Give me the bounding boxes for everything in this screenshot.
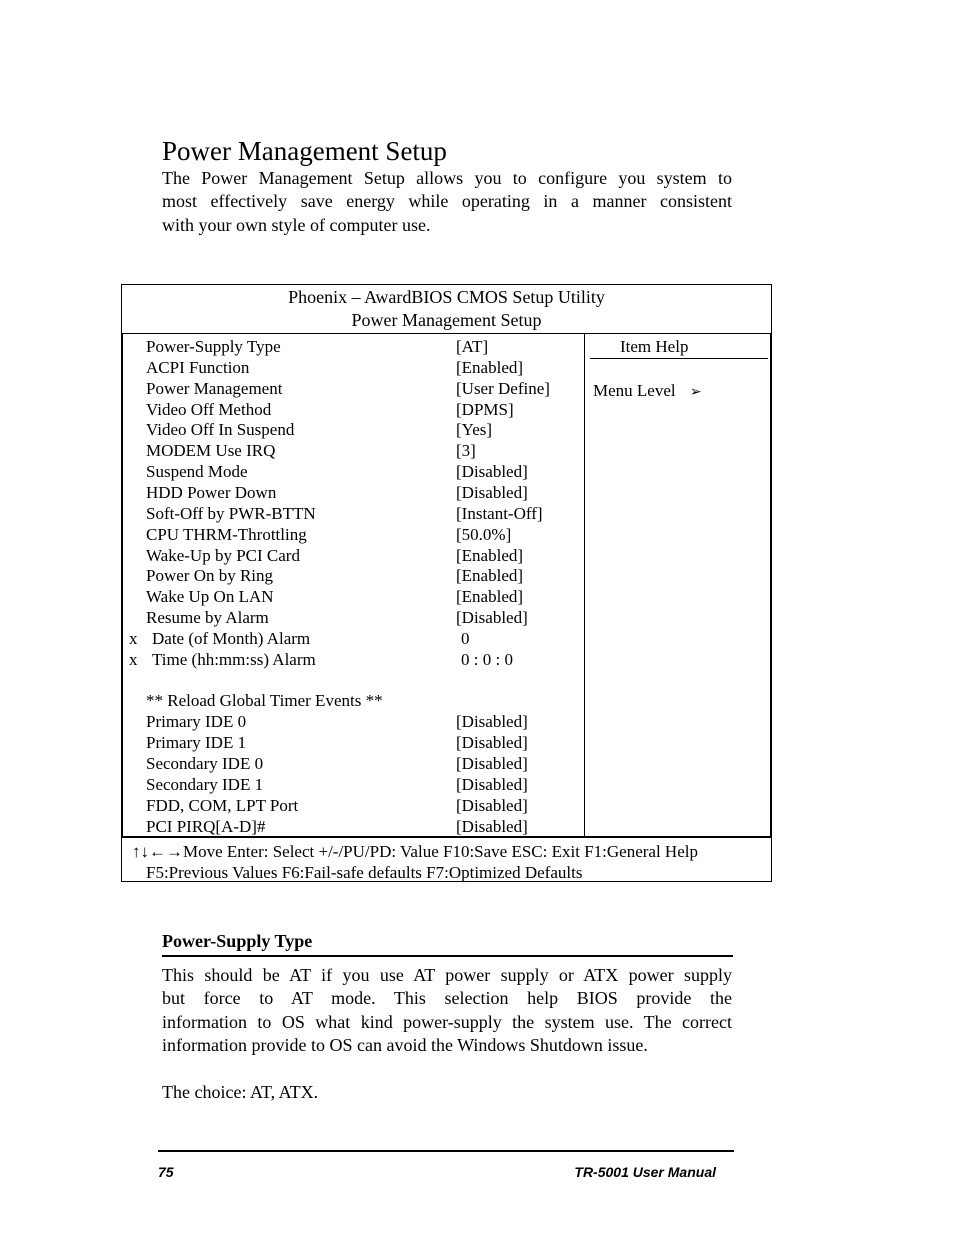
bios-item-value[interactable]: [Disabled] bbox=[456, 482, 528, 502]
bios-item-label[interactable]: Power Management bbox=[146, 378, 283, 398]
intro-line: most effectively save energy while operating in a manner consistent bbox=[162, 191, 732, 212]
bios-item-value[interactable]: [Disabled] bbox=[456, 608, 528, 628]
footer-rule bbox=[158, 1150, 734, 1152]
bios-item-label[interactable]: Time (hh:mm:ss) Alarm bbox=[152, 649, 316, 669]
key-help-line-1: ↑↓←→Move Enter: Select +/-/PU/PD: Value F10:Save ESC: Exit F1:General Help bbox=[132, 842, 698, 861]
bios-item-label[interactable]: Power On by Ring bbox=[146, 566, 274, 586]
bios-item-label[interactable]: ACPI Function bbox=[146, 357, 250, 377]
bios-item-label[interactable]: Soft-Off by PWR-BTTN bbox=[146, 503, 316, 523]
bios-item-label[interactable]: HDD Power Down bbox=[146, 482, 277, 502]
bios-item-value[interactable]: [Disabled] bbox=[456, 816, 528, 836]
bios-item-value[interactable]: [Enabled] bbox=[456, 566, 524, 586]
section-body bbox=[162, 964, 732, 1057]
intro-paragraph bbox=[162, 167, 732, 237]
menu-level-arrow-icon: ➢ bbox=[689, 384, 702, 400]
bios-item-value[interactable]: [Enabled] bbox=[456, 545, 524, 565]
bios-screen bbox=[121, 284, 772, 882]
intro-line: The Power Management Setup allows you to configure you system to bbox=[162, 168, 732, 188]
section-body-line: This should be AT if you use AT power supply or ATX power supply bbox=[162, 965, 732, 985]
bios-column-divider bbox=[584, 333, 585, 837]
bios-item-label[interactable]: Power-Supply Type bbox=[146, 337, 281, 356]
bios-item-value[interactable]: [DPMS] bbox=[456, 399, 514, 419]
bios-item-value[interactable]: [Disabled] bbox=[456, 795, 528, 815]
bios-item-value[interactable]: [Disabled] bbox=[456, 712, 528, 732]
bios-item-label[interactable]: FDD, COM, LPT Port bbox=[146, 795, 299, 815]
key-help-line-2: F5:Previous Values F6:Fail-safe defaults F7:Optimized Defaults bbox=[146, 863, 583, 882]
page-title: Power Management Setup bbox=[162, 136, 447, 166]
item-help-title bbox=[590, 337, 768, 359]
choice-text: The choice: AT, ATX. bbox=[162, 1082, 319, 1102]
bios-item-label[interactable]: PCI PIRQ[A-D]# bbox=[146, 816, 266, 836]
bios-item-label: ** Reload Global Timer Events ** bbox=[146, 691, 383, 711]
bios-item-value[interactable]: [Enabled] bbox=[456, 357, 524, 377]
bios-item-label[interactable]: CPU THRM-Throttling bbox=[146, 524, 307, 544]
bios-item-label[interactable]: Primary IDE 0 bbox=[146, 712, 247, 732]
section-heading: Power-Supply Type bbox=[162, 929, 733, 957]
bios-item-value[interactable]: [AT] bbox=[456, 337, 489, 356]
bios-key-help bbox=[122, 837, 771, 882]
bios-item-label[interactable]: Resume by Alarm bbox=[146, 608, 269, 628]
bios-utility-title: Phoenix – AwardBIOS CMOS Setup Utility bbox=[288, 287, 605, 307]
bios-item-value[interactable]: [Disabled] bbox=[456, 754, 528, 773]
bios-item-label[interactable]: Suspend Mode bbox=[146, 462, 248, 482]
bios-item-label[interactable]: Secondary IDE 1 bbox=[146, 774, 264, 794]
manual-title: TR-5001 User Manual bbox=[574, 1164, 716, 1180]
bios-item-label[interactable]: Video Off Method bbox=[146, 399, 272, 419]
bios-item-mark: x bbox=[129, 628, 138, 648]
bios-item-label[interactable]: MODEM Use IRQ bbox=[146, 441, 276, 461]
intro-line: with your own style of computer use. bbox=[162, 214, 431, 235]
bios-item-value[interactable]: [50.0%] bbox=[456, 524, 512, 544]
bios-item-value[interactable]: [Yes] bbox=[456, 420, 493, 440]
bios-header bbox=[122, 285, 771, 334]
bios-item-value[interactable]: [Disabled] bbox=[456, 462, 528, 482]
bios-item-label[interactable]: Date (of Month) Alarm bbox=[152, 628, 311, 648]
bios-item-label[interactable]: Video Off In Suspend bbox=[146, 420, 295, 440]
bios-item-value[interactable]: [Instant-Off] bbox=[456, 503, 543, 523]
bios-item-value[interactable]: [Disabled] bbox=[456, 733, 528, 753]
bios-item-label[interactable]: Wake Up On LAN bbox=[146, 587, 274, 607]
section-body-line: information to OS what kind power-supply the system use. The correct bbox=[162, 1011, 732, 1032]
bios-item-value[interactable]: [3] bbox=[456, 441, 476, 461]
bios-item-value[interactable]: [Disabled] bbox=[456, 774, 528, 794]
section-body-line: information provide to OS can avoid the Windows Shutdown issue. bbox=[162, 1034, 648, 1055]
bios-menu-title: Power Management Setup bbox=[351, 310, 542, 330]
bios-item-label[interactable]: Wake-Up by PCI Card bbox=[146, 545, 300, 565]
menu-level-label: Menu Level bbox=[593, 381, 676, 400]
item-help-label: Item Help bbox=[620, 337, 689, 356]
bios-item-value[interactable]: [Enabled] bbox=[456, 587, 524, 607]
bios-item-value[interactable]: [User Define] bbox=[456, 378, 550, 398]
menu-level bbox=[593, 380, 702, 401]
section-body-line: but force to AT mode. This selection help BIOS provide the bbox=[162, 988, 732, 1009]
bios-item-label[interactable]: Primary IDE 1 bbox=[146, 733, 247, 753]
bios-item-value[interactable]: 0 bbox=[461, 628, 470, 648]
bios-item-mark: x bbox=[129, 649, 138, 669]
bios-item-value[interactable]: 0 : 0 : 0 bbox=[461, 649, 513, 669]
bios-item-label[interactable]: Secondary IDE 0 bbox=[146, 754, 264, 773]
page-number: 75 bbox=[158, 1164, 174, 1180]
